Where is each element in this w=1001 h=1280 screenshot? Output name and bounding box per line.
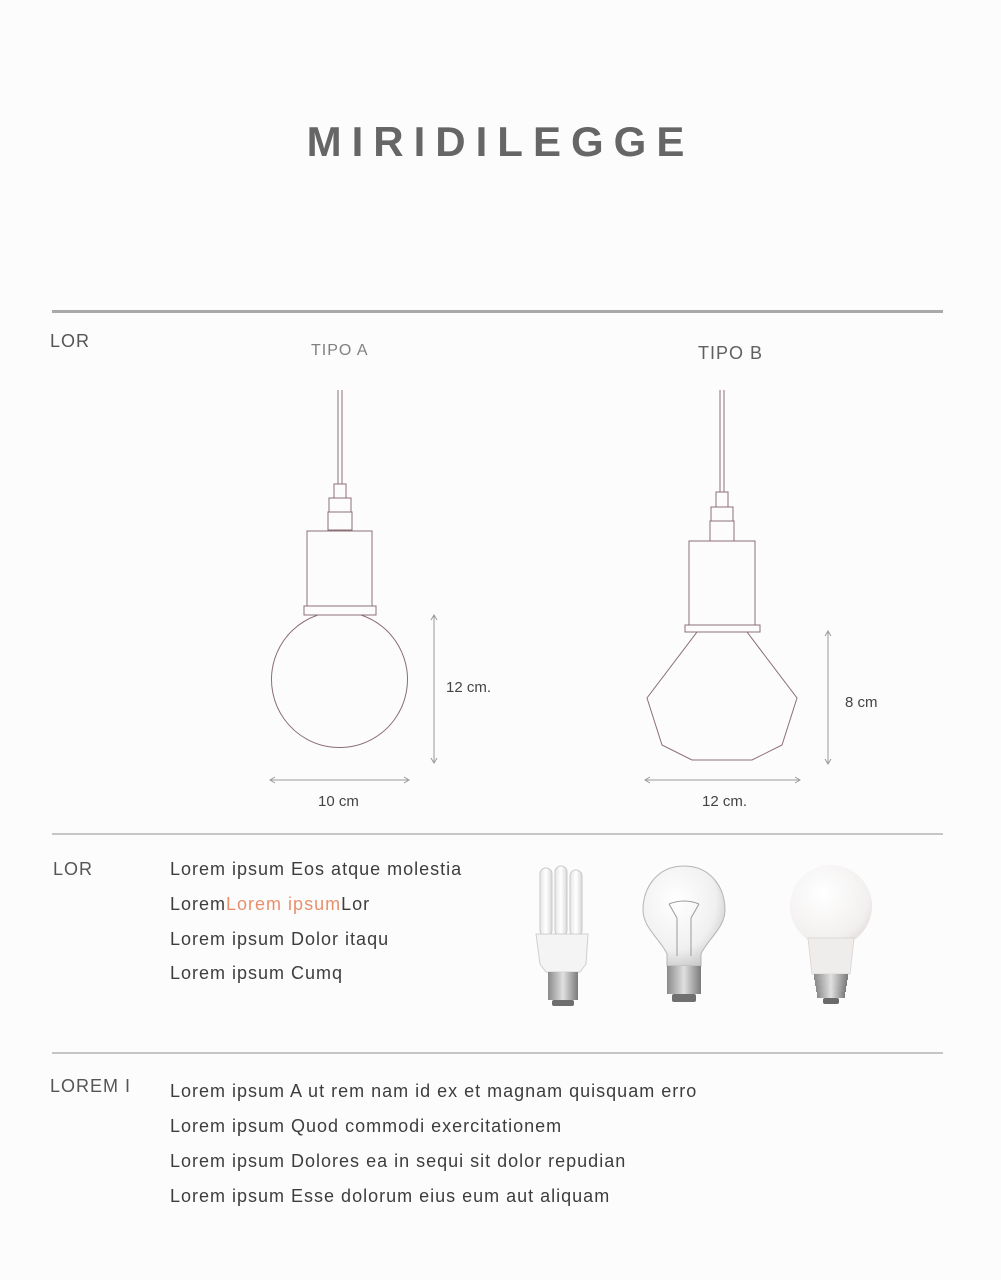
led-bulb-icon xyxy=(786,862,876,1012)
divider-top xyxy=(52,310,943,313)
section1-label: LOR xyxy=(50,331,91,351)
spec-line-2-highlight: Lorem ipsum xyxy=(226,894,342,914)
spec-line-2-suffix: Lor xyxy=(341,894,371,914)
page-title: MIRIDILEGGE xyxy=(306,118,695,165)
spec-line-3: Lorem ipsum Dolor itaqu xyxy=(170,929,390,949)
spec-line-2 xyxy=(170,894,370,915)
type-b-width-dimension: 12 cm. xyxy=(702,793,748,810)
cfl-bulb-icon xyxy=(528,862,598,1012)
divider-bottom xyxy=(52,1052,943,1054)
spec-line-2-prefix: Lorem xyxy=(170,894,227,914)
type-b-label: TIPO B xyxy=(698,343,764,363)
section3-label: LOREM I xyxy=(50,1076,132,1096)
spec-detail-line-3: Lorem ipsum Dolores ea in sequi sit dolor repudian xyxy=(170,1151,627,1171)
spec-detail-line-2: Lorem ipsum Quod commodi exercitationem xyxy=(170,1116,563,1136)
type-a-height-dimension: 12 cm. xyxy=(446,679,492,696)
spec-line-4: Lorem ipsum Cumq xyxy=(170,963,344,983)
spec-detail-line-4: Lorem ipsum Esse dolorum eius eum aut aliquam xyxy=(170,1186,611,1206)
type-a-width-dimension: 10 cm xyxy=(318,793,359,810)
spec-detail-line-1: Lorem ipsum A ut rem nam id ex et magnam quisquam erro xyxy=(170,1081,698,1101)
spec-line-1: Lorem ipsum Eos atque molestia xyxy=(170,859,463,879)
section2-label: LOR xyxy=(53,859,94,879)
type-b-height-dimension: 8 cm xyxy=(845,694,878,711)
divider-middle xyxy=(52,833,943,835)
incandescent-bulb-icon xyxy=(639,862,729,1012)
type-a-label: TIPO A xyxy=(311,342,369,359)
